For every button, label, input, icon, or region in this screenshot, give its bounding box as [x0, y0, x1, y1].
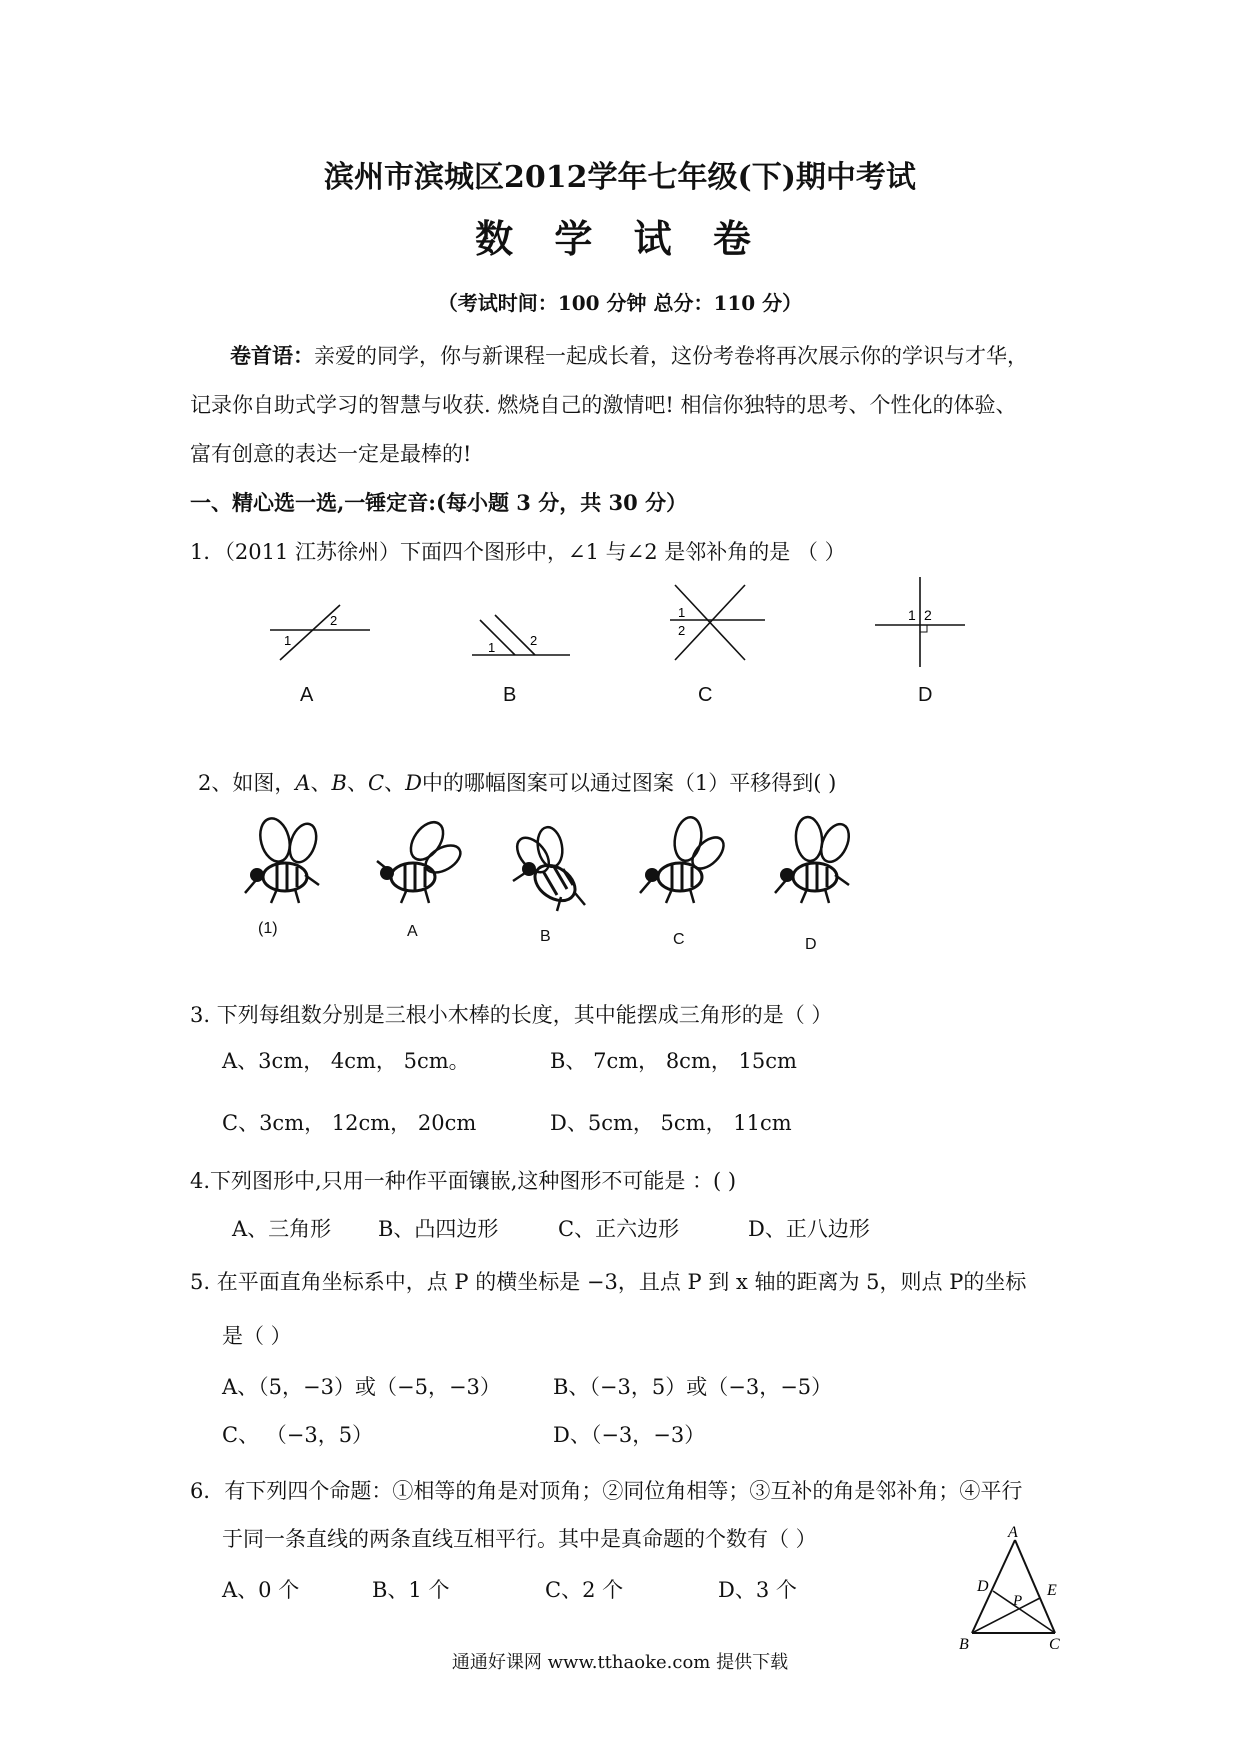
q2-letter-b: B — [331, 771, 347, 795]
q1-label-b: B — [503, 684, 517, 706]
q5-option-a: A、（5，−3）或（−5，−3） — [222, 1375, 501, 1399]
q6-line1: 6．有下列四个命题：①相等的角是对顶角；②同位角相等；③互补的角是邻补角；④平行 — [190, 1479, 1023, 1503]
intro-line2: 记录你自助式学习的智慧与收获. 燃烧自己的激情吧! 相信你独特的思考、个性化的体验、 — [190, 393, 1017, 417]
bee-figure-d — [765, 815, 865, 915]
q1b-angle2: 2 — [530, 633, 538, 648]
bee-figure-a — [365, 815, 465, 915]
q5-option-b: B、（−3，5）或（−3，−5） — [553, 1375, 833, 1399]
q2-label-b: B — [540, 928, 551, 945]
q2-sep-2: 、 — [346, 771, 368, 795]
q4-text: 4.下列图形中,只用一种作平面镶嵌,这种图形不可能是 ：( ) — [190, 1169, 737, 1193]
q2-letter-c: C — [367, 771, 385, 795]
exam-title: 滨州市滨城区2012学年七年级(下)期中考试 — [324, 160, 916, 195]
q3-option-d: D、5cm， 5cm， 11cm — [550, 1111, 792, 1135]
bee-figure-1 — [235, 815, 335, 915]
q4-option-a: A、三角形 — [232, 1217, 332, 1241]
q2-label-a: A — [407, 923, 418, 940]
q6-label-e: E — [1047, 1582, 1057, 1599]
bee-figure-c — [630, 815, 730, 915]
q4-option-c: C、正六边形 — [558, 1217, 680, 1241]
q2-text-post: 中的哪幅图案可以通过图案（1）平移得到( ) — [421, 771, 837, 795]
q2-sep-1: 、 — [310, 771, 332, 795]
q2-label-1: (1) — [258, 920, 278, 937]
q5-option-d: D、（−3，−3） — [553, 1423, 706, 1447]
q2-text-pre: 2、如图， — [198, 771, 296, 795]
exam-info: （考试时间：100 分钟 总分：110 分） — [437, 291, 803, 315]
intro-label: 卷首语： — [230, 343, 314, 368]
q1-text: 1．（2011 江苏徐州）下面四个图形中，∠1 与∠2 是邻补角的是 （ ） — [190, 540, 846, 564]
q2-label-d: D — [805, 936, 817, 953]
q3-option-b: B、 7cm， 8cm， 15cm — [550, 1049, 797, 1073]
intro-line1 — [230, 343, 1028, 369]
q1d-angle2: 2 — [924, 607, 932, 623]
q1a-angle1: 1 — [284, 633, 292, 648]
bee-figure-b — [505, 825, 605, 925]
q1c-angle1: 1 — [678, 605, 686, 620]
q4-option-b: B、凸四边形 — [378, 1217, 499, 1241]
q6-line2: 于同一条直线的两条直线互相平行。其中是真命题的个数有（ ） — [222, 1527, 817, 1551]
q2-letter-d: D — [405, 771, 422, 795]
q5-line1: 5. 在平面直角坐标系中，点 P 的横坐标是 −3，且点 P 到 x 轴的距离为 5，则点 P的坐标 — [190, 1270, 1027, 1294]
q6-option-d: D、3 个 — [718, 1578, 797, 1602]
q1-figure-c — [660, 580, 770, 665]
q1d-angle1: 1 — [908, 607, 916, 623]
q4-option-d: D、正八边形 — [748, 1217, 870, 1241]
q2-letter-a: A — [295, 771, 311, 795]
q6-option-b: B、1 个 — [372, 1578, 450, 1602]
q1-figure-d — [870, 575, 970, 670]
q6-triangle-figure — [955, 1524, 1070, 1653]
q1-figure-b — [470, 605, 580, 665]
q1-label-a: A — [300, 684, 314, 706]
intro-text-1: 亲爱的同学，你与新课程一起成长着，这份考卷将再次展示你的学识与才华， — [314, 344, 1028, 368]
q1-label-c: C — [698, 684, 713, 706]
q3-option-c: C、3cm， 12cm， 20cm — [222, 1111, 477, 1135]
q2-text — [198, 770, 836, 796]
q6-label-a: A — [1008, 1524, 1018, 1541]
q1-label-d: D — [918, 684, 933, 706]
q5-option-c: C、 （−3，5） — [222, 1423, 374, 1447]
exam-subtitle: 数 学 试 卷 — [475, 216, 765, 261]
q1a-angle2: 2 — [330, 613, 338, 628]
q1-figure-a — [260, 600, 380, 670]
q6-option-c: C、2 个 — [545, 1578, 624, 1602]
q6-label-p: P — [1013, 1593, 1023, 1609]
q1b-angle1: 1 — [488, 640, 496, 655]
section1-heading: 一、精心选一选,一锤定音:(每小题 3 分，共 30 分） — [190, 490, 688, 515]
intro-line3: 富有创意的表达一定是最棒的! — [190, 442, 472, 466]
q6-option-a: A、0 个 — [222, 1578, 300, 1602]
q5-line2: 是（ ） — [222, 1324, 292, 1348]
q1c-angle2: 2 — [678, 623, 686, 638]
q3-option-a: A、3cm， 4cm， 5cm。 — [222, 1049, 470, 1073]
q3-text: 3. 下列每组数分别是三根小木棒的长度，其中能摆成三角形的是（ ） — [190, 1003, 833, 1027]
page-footer: 通通好课网 www.tthaoke.com 提供下载 — [451, 1652, 789, 1673]
q6-label-b: B — [959, 1636, 969, 1653]
q6-label-d: D — [977, 1578, 989, 1595]
q2-sep-3: 、 — [384, 771, 406, 795]
q2-label-c: C — [673, 931, 685, 948]
q6-label-c: C — [1049, 1636, 1060, 1653]
